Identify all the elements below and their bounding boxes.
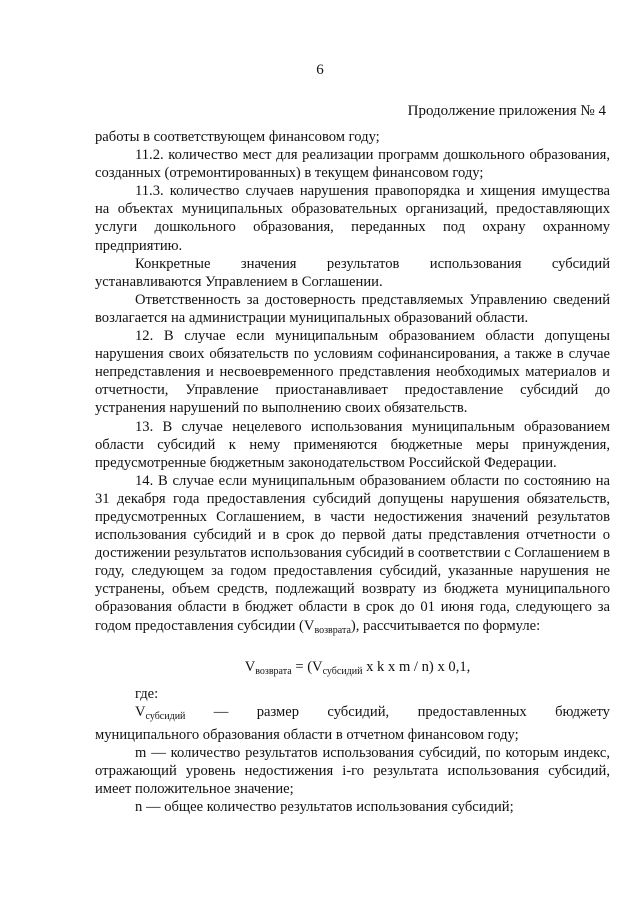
paragraph-14-subscript: возврата xyxy=(314,624,351,636)
page-number: 6 xyxy=(316,62,324,78)
v-definition-continuation: муниципального образования области в отчетном финансовом году; xyxy=(95,726,519,743)
paragraph-continuation: работы в соответствующем финансовом году; xyxy=(95,129,380,145)
v-word-1: размер xyxy=(256,703,300,720)
formula-lhs-subscript: возврата xyxy=(255,665,292,677)
refund-formula xyxy=(95,658,610,681)
v-word-2: субсидий, xyxy=(327,703,390,720)
v-dash: — xyxy=(213,703,229,720)
formula-lhs: V xyxy=(244,658,256,675)
paragraph-responsibility: Ответственность за достоверность представляемых Управлению сведений возлагается на администрации муниципальных образований области. xyxy=(95,291,610,326)
v-symbol: $V_{субсидий}$ xyxy=(135,703,186,722)
paragraph-14 xyxy=(95,472,610,640)
m-definition: m — количество результатов использования субсидий, по которым индекс, отражающий уровень недостижения i-го результата использования субсидий, имеет положительное значение; xyxy=(95,745,610,798)
paragraph-11-2: 11.2. количество мест для реализации программ дошкольного образования, созданных (отремонтированных) в текущем финансовом году; xyxy=(95,147,610,182)
paragraph-13: 13. В случае нецелевого использования муниципальным образованием области субсидий к нему применяются бюджетные меры принуждения, предусмотренные бюджетным законодательством Российской Федерации. xyxy=(95,418,610,471)
paragraph-result-values: Конкретные значения результатов использования субсидий устанавливаются Управлением в Соглашении. xyxy=(95,255,610,290)
formula-rhs: x k x m / n) x 0,1, xyxy=(362,658,471,675)
where-label: где: xyxy=(135,685,159,702)
paragraph-14-text: 14. В случае если муниципальным образованием области по состоянию на 31 декабря года предоставления субсидий допущены нарушения обязательств, предусмотренных Соглашением, в части недостижения значений результатов использования субсидий и в срок до первой даты представления отчетности о достижении результатов использования субсидий в соответствии с Соглашением в году, следующем за годом предоставления субсидий, указанные нарушения не устранены, объем средств, подлежащий возврату из бюджета муниципального образования области в бюджет области в срок до 01 июня года, следующего за годом предоставления субсидии (V xyxy=(95,472,610,634)
document-body xyxy=(95,128,610,816)
v-word-4: бюджету xyxy=(555,703,610,720)
v-definition-line xyxy=(135,703,610,726)
paragraph-11-3: 11.3. количество случаев нарушения правопорядка и хищения имущества на объектах муниципальных образовательных организаций, предоставляющих услуги дошкольного образования, переданных под охрану охранному предприятию. xyxy=(95,183,610,254)
appendix-header: Продолжение приложения № 4 xyxy=(407,103,606,119)
formula-mid-subscript: субсидий xyxy=(322,665,363,677)
v-word-3: предоставленных xyxy=(417,703,527,720)
n-definition: n — общее количество результатов использования субсидий; xyxy=(135,799,514,816)
paragraph-12: 12. В случае если муниципальным образованием области допущены нарушения своих обязательств по условиям софинансирования, а также в случае непредставления и несвоевременного представления необходимых материалов и отчетности, Управление приостанавливает предоставление субсидий до устранения нарушений по выполнению своих обязательств. xyxy=(95,328,610,417)
formula-mid: = (V xyxy=(291,658,323,675)
paragraph-14-tail: ), рассчитывается по формуле: xyxy=(350,617,541,634)
